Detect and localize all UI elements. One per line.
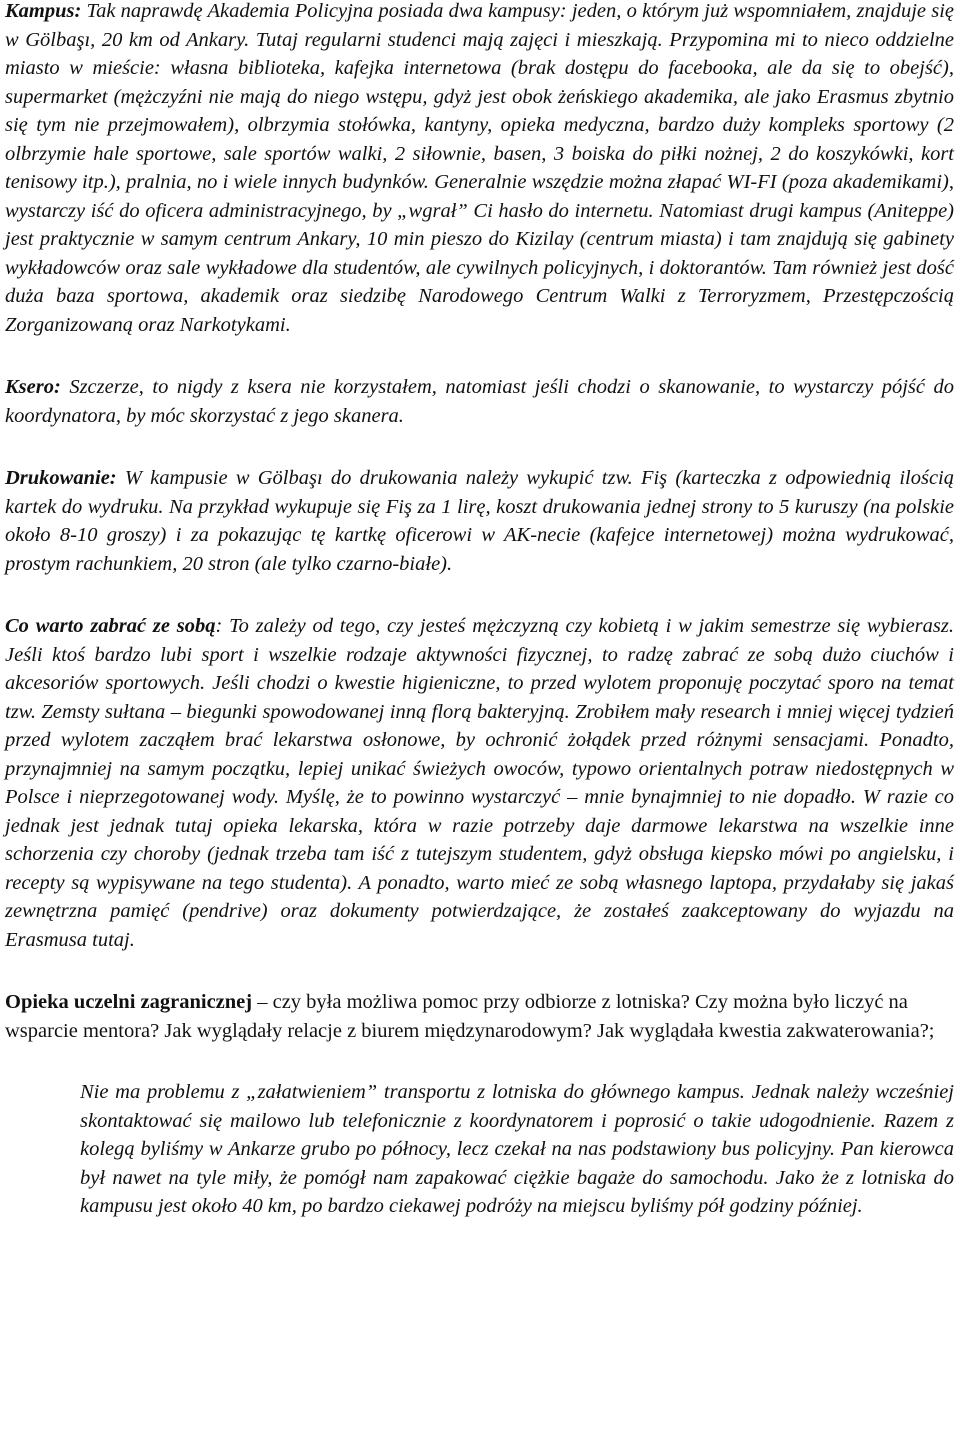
text-odpowiedz: Nie ma problemu z „załatwieniem” transportu z lotniska do głównego kampus. Jednak należy wcześniej skontaktować się mailowo lub telefonicznie z koordynatorem i poprosić o takie udogodnienie. Razem z kolegą byliśmy w Ankarze grubo po północy, lecz czekał na nas podstawiony bus policyjny. Pan kierowca był nawet na tyle miły, że pomógł nam zapakować ciężkie bagaże do samochodu. Jako że z lotniska do kampusu jest około 40 km, po bardzo ciekawej podróży na miejscu byliśmy pół godziny później. [80, 1081, 954, 1217]
paragraph-opieka [5, 988, 954, 1045]
text-kampus: Tak naprawdę Akademia Policyjna posiada dwa kampusy: jeden, o którym już wspomniałem, znajduje się w Gölbaşı, 20 km od Ankary. Tutaj regularni studenci mają zajęci i mieszkają. Przypomina mi to nieco oddzielne miasto w mieście: własna biblioteka, kafejka internetowa (brak dostępu do facebooka, ale da się to obejść), supermarket (mężczyźni nie mają do niego wstępu, gdyż jest obok żeńskiego akademika, ale jako Erasmus zbytnio się tym nie przejmowałem), olbrzymia stołówka, kantyny, opieka medyczna, bardzo duży kompleks sportowy (2 olbrzymie hale sportowe, sale sportów walki, 2 siłownie, basen, 3 boiska do piłki nożnej, 2 do koszykówki, kort tenisowy itp.), pralnia, no i wiele innych budynków. Generalnie wszędzie można złapać WI-FI (poza akademikami), wystarczy iść do oficera administracyjnego, by „wgrał” Ci hasło do internetu. Natomiast drugi kampus (Aniteppe) jest praktycznie w samym centrum Ankary, 10 min pieszo do Kizilay (centrum miasta) i tam znajdują się gabinety wykładowców oraz sale wykładowe dla studentów, ale cywilnych policyjnych, i doktorantów. Tam również jest dość duża baza sportowa, akademik oraz siedzibę Narodowego Centrum Walki z Terroryzmem, Przestępczością Zorganizowaną oraz Narkotykami. [5, 0, 954, 336]
label-kampus: Kampus: [5, 0, 82, 22]
label-ksero: Ksero: [5, 376, 61, 398]
label-opieka: Opieka uczelni zagranicznej [5, 991, 253, 1013]
paragraph-co-warto [5, 612, 954, 954]
paragraph-drukowanie [5, 464, 954, 578]
label-drukowanie: Drukowanie: [5, 467, 117, 489]
text-ksero: Szczerze, to nigdy z ksera nie korzystałem, natomiast jeśli chodzi o skanowanie, to wystarczy pójść do koordynatora, by móc skorzystać z jego skanera. [5, 376, 954, 427]
text-drukowanie: W kampusie w Gölbaşı do drukowania należy wykupić tzw. Fiş (karteczka z odpowiednią ilością kartek do wydruku. Na przykład wykupuje się Fiş za 1 lirę, koszt drukowania jednej strony to 5 kuruszy (na polskie około 8-10 groszy) i za pokazując tę kartkę oficerowi w AK-necie (kafejce internetowej) można wydrukować, prostym rachunkiem, 20 stron (ale tylko czarno-białe). [5, 467, 954, 575]
text-co-warto: : To zależy od tego, czy jesteś mężczyzną czy kobietą i w jakim semestrze się wybierasz. Jeśli ktoś bardzo lubi sport i wszelkie rodzaje aktywności fizycznej, to radzę zabrać ze sobą dużo ciuchów i akcesoriów sportowych. Jeśli chodzi o kwestie higieniczne, to przed wylotem proponuję poczytać sporo na temat tzw. Zemsty sułtana – biegunki spowodowanej inną florą bakteryjną. Zrobiłem mały research i mniej więcej tydzień przed wylotem zacząłem brać lekarstwa osłonowe, by ochronić żołądek przed różnymi sensacjami. Ponadto, przynajmniej na samym początku, lepiej unikać świeżych owoców, typowo orientalnych potraw niedostępnych w Polsce i nieprzegotowanej wody. Myślę, że to powinno wystarczyć – mnie bynajmniej to nie dopadło. W razie co jednak jest jednak tutaj opieka lekarska, która w razie potrzeby daje darmowe lekarstwa na wszelkie inne schorzenia czy choroby (jednak trzeba tam iść z tutejszym studentem, gdyż obsługa kiepsko mówi po angielsku, i recepty są wypisywane na tego studenta). A ponadto, warto mieć ze sobą własnego laptopa, przydałaby się jakaś zewnętrzna pamięć (pendrive) oraz dokumenty potwierdzające, że zostałeś zaakceptowany do wyjazdu na Erasmusa tutaj. [5, 615, 954, 951]
label-co-warto: Co warto zabrać ze sobą [5, 615, 216, 637]
text-opieka: – czy była możliwa pomoc przy odbiorze z lotniska? Czy można było liczyć na wsparcie mentora? Jak wyglądały relacje z biurem międzynarodowym? Jak wyglądała kwestia zakwaterowania?; [5, 991, 935, 1042]
paragraph-odpowiedz [80, 1078, 954, 1221]
paragraph-ksero [5, 373, 954, 430]
paragraph-kampus [5, 0, 954, 339]
